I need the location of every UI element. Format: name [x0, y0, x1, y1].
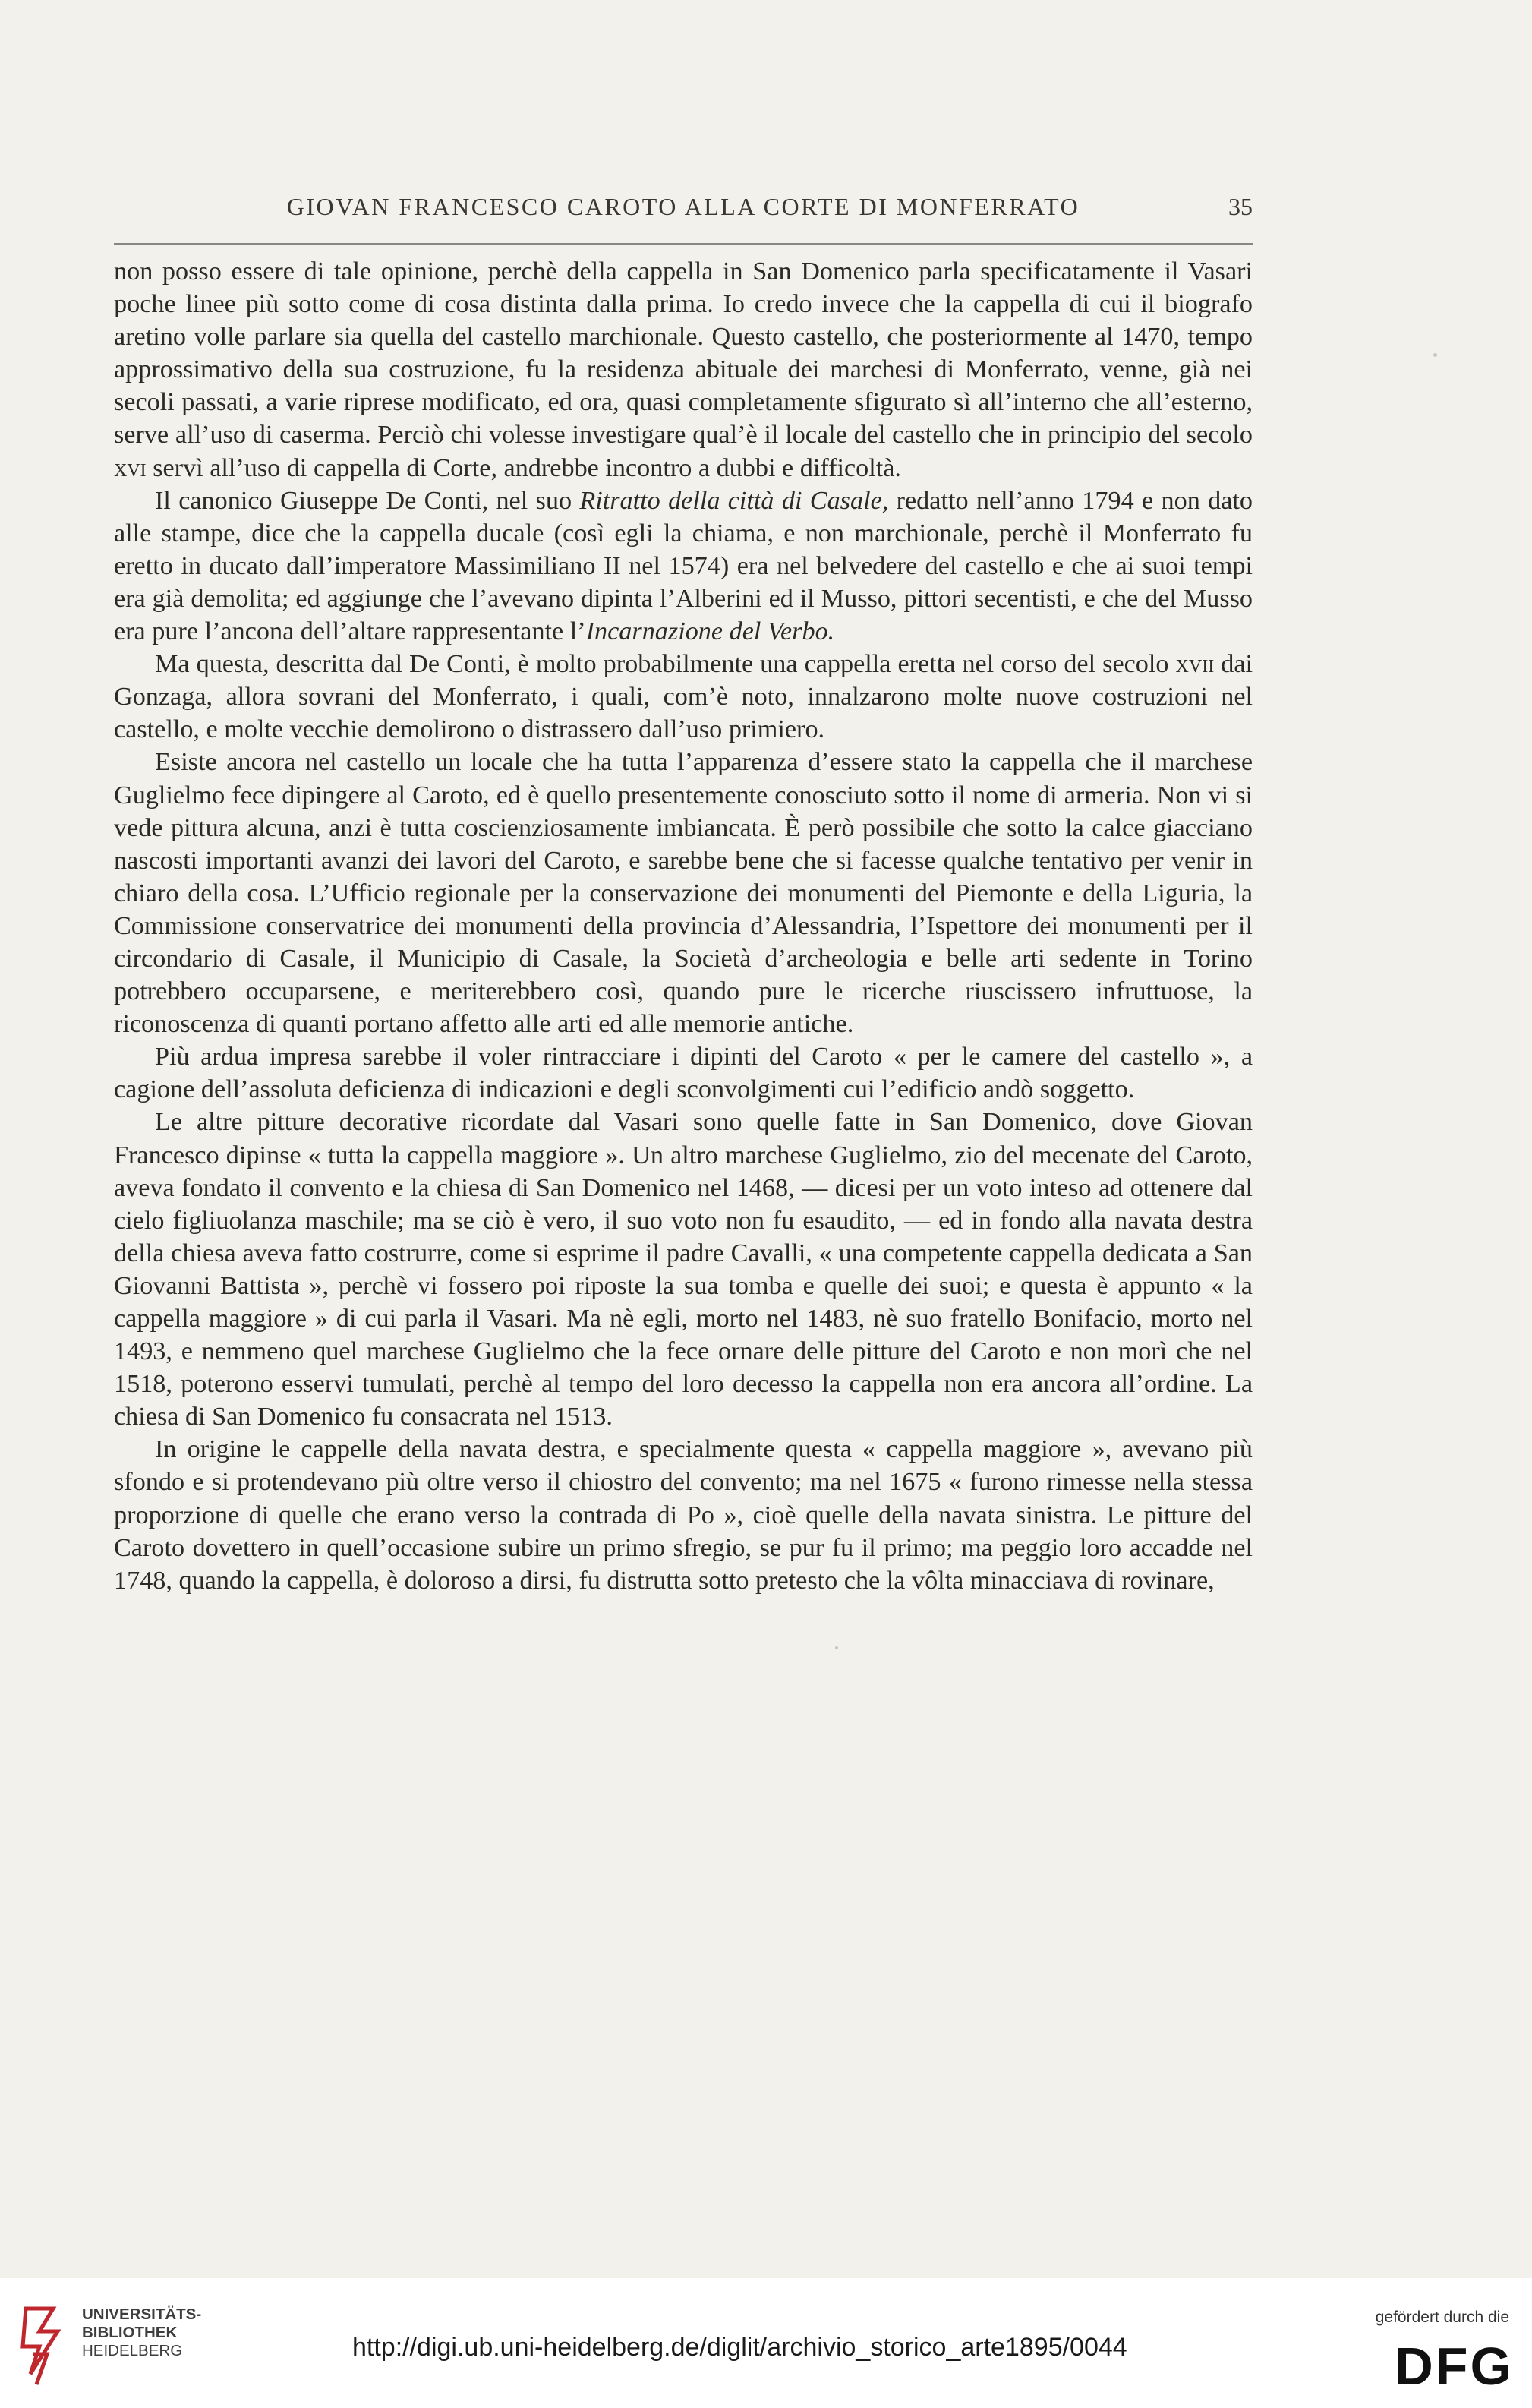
- paragraph: [114, 648, 1253, 746]
- roman-numeral: xvii: [1175, 650, 1215, 679]
- text-run: Le altre pitture decorative ricordate dal Vasari sono quelle fatte in San Domenico, dove Giovan Francesco dipinse « tutta la cappella maggiore ». Un altro marchese Guglielmo, zio del mecenate del Caroto, aveva fondato il convento e la chiesa di San Domenico nel 1468, — dicesi per un voto inteso ad ottenere dal cielo figliuolanza maschile; ma se ciò è vero, il suo voto non fu esaudito, — ed in fondo alla navata destra della chiesa aveva fatto costrurre, come si esprime il padre Cavalli, « una competente cappella dedicata a San Giovanni Battista », perchè vi fossero poi riposte la sua tomba e quelle dei suoi; e questa è appunto « la cappella maggiore » di cui parla il Vasari. Ma nè egli, morto nel 1483, nè suo fratello Bonifacio, morto nel 1493, e nemmeno quel marchese Guglielmo che la fece ornare delle pitture del Caroto e non morì che nel 1518, poterono esservi tumulati, perchè al tempo del loro decesso la cappella non era ancora all’ordine. La chiesa di San Domenico fu consacrata nel 1513.: [114, 1108, 1253, 1431]
- funding-note: gefördert durch die: [1375, 2309, 1509, 2326]
- library-name-line: UNIVERSITÄTS-: [82, 2305, 202, 2323]
- header-rule: [114, 243, 1253, 245]
- paragraph: [114, 746, 1253, 1040]
- scan-speck: [835, 1646, 838, 1649]
- italic-title: Incarnazione del Verbo.: [585, 617, 835, 646]
- running-head: [114, 193, 1253, 226]
- library-name-line: BIBLIOTHEK: [82, 2324, 178, 2341]
- text-run: non posso essere di tale opinione, perchè della cappella in San Domenico parla specificatamente il Vasari poche linee più sotto come di cosa distinta dalla prima. Io credo invece che la cappella di cui il biografo aretino volle parlare sia quella del castello marchionale. Questo castello, che posteriormente al 1470, tempo approssimativo della sua costruzione, fu la residenza abituale dei marchesi di Monferrato, venne, già nei secoli passati, a varie riprese modificato, ed ora, quasi completamente sfigurato sì all’interno che all’esterno, serve all’uso di caserma. Perciò chi volesse investigare qual’è il locale del castello che in principio del secolo: [114, 257, 1253, 450]
- text-run: redatto nell’anno 1794 e non dato alle stampe, dice che la cappella ducale (così egli la chiama, e non marchionale, perchè il Monferrato fu eretto in ducato dall’imperatore Massimiliano II nel 1574) era nel belvedere del castello e che ai suoi tempi era già demolita; ed aggiunge che l’avevano dipinta l’Alberini ed il Musso, pittori secentisti, e che del Musso era pure l’ancona dell’altare rappresentante l’: [114, 486, 1253, 646]
- page-number: 35: [1228, 193, 1253, 220]
- text-run: dai Gonzaga, allora sovrani del Monferrato, i quali, com’è noto, innalzarono molte nuove costruzioni nel castello, e molte vecchie demolirono o distrassero dall’uso primiero.: [114, 650, 1253, 744]
- library-name: [82, 2305, 201, 2360]
- footer-bar: [0, 2278, 1532, 2408]
- running-title: GIOVAN FRANCESCO CAROTO ALLA CORTE DI MONFERRATO: [286, 193, 1080, 220]
- scan-speck: [1433, 353, 1437, 357]
- text-run: Il canonico Giuseppe De Conti, nel suo: [155, 486, 580, 515]
- italic-title: Ritratto della città di Casale,: [579, 486, 889, 515]
- paragraph: [114, 1040, 1253, 1106]
- source-url-link[interactable]: http://digi.ub.uni-heidelberg.de/diglit/archivio_storico_arte1895/0044: [352, 2333, 1127, 2362]
- paragraph: [114, 1433, 1253, 1596]
- text-run: Più ardua impresa sarebbe il voler rintracciare i dipinti del Caroto « per le camere del castello », a cagione dell’assoluta deficienza di indicazioni e degli sconvolgimenti cui l’edificio andò soggetto.: [114, 1043, 1253, 1104]
- paragraph: [114, 1106, 1253, 1433]
- library-name-line: HEIDELBERG: [82, 2342, 183, 2359]
- text-run: servì all’uso di cappella di Corte, andrebbe incontro a dubbi e difficoltà.: [146, 453, 901, 482]
- roman-numeral: xvi: [114, 453, 147, 482]
- dfg-logo: DFG: [1395, 2337, 1514, 2396]
- text-run: Esiste ancora nel castello un locale che ha tutta l’apparenza d’essere stato la cappella che il marchese Guglielmo fece dipingere al Caroto, ed è quello presentemente conosciuto sotto il nome di armeria. Non vi si vede pittura alcuna, anzi è tutta coscienziosamente imbiancata. È però possibile che sotto la calce giacciano nascosti importanti avanzi dei lavori del Caroto, e sarebbe bene che si facesse qualche tentativo per venir in chiaro della cosa. L’Ufficio regionale per la conservazione dei monumenti del Piemonte e della Liguria, la Commissione conservatrice dei monumenti della provincia d’Alessandria, l’Ispettore dei monumenti per il circondario di Casale, il Municipio di Casale, la Società d’archeologia e belle arti sedente in Torino potrebbero occuparsene, e meriterebbero così, quando pure le ricerche riuscissero infruttuose, la riconoscenza di quanti portano affetto alle arti ed alle memorie antiche.: [114, 748, 1253, 1039]
- paragraph: [114, 484, 1253, 648]
- library-logo-icon: [17, 2301, 68, 2394]
- text-run: In origine le cappelle della navata destra, e specialmente questa « cappella maggiore », avevano più sfondo e si protendevano più oltre verso il chiostro del convento; ma nel 1675 « furono rimesse nella stessa proporzione di quelle che erano verso la contrada di Po », cioè quelle della navata sinistra. Le pitture del Caroto dovettero in quell’occasione subire un primo sfregio, se pur fu il primo; ma peggio loro accadde nel 1748, quando la cappella, è doloroso a dirsi, fu distrutta sotto pretesto che la vôlta minacciava di rovinare,: [114, 1435, 1253, 1595]
- text-run: Ma questa, descritta dal De Conti, è molto probabilmente una cappella eretta nel corso del secolo: [155, 650, 1176, 679]
- body-text: [114, 255, 1253, 1597]
- paragraph: [114, 255, 1253, 484]
